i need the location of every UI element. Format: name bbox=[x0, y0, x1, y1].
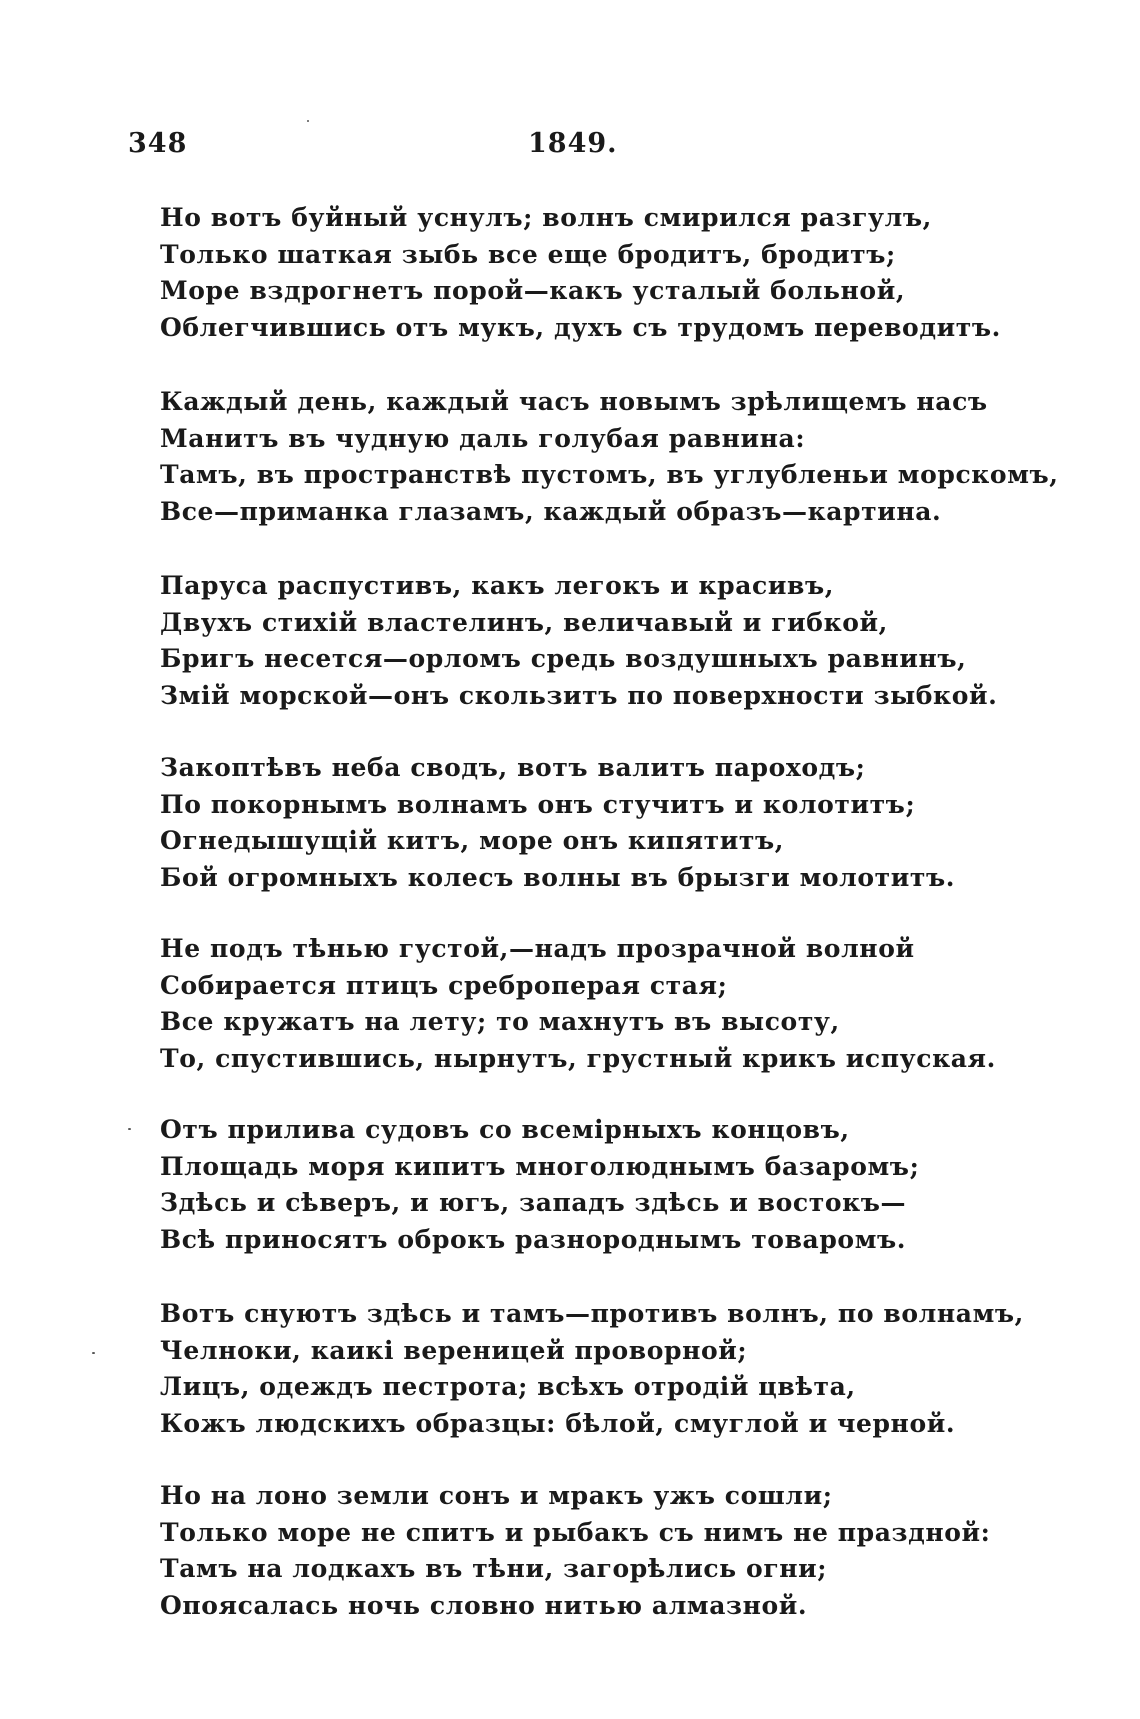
poem-line: Только шаткая зыбь все еще бродитъ, бродитъ; bbox=[160, 239, 896, 269]
running-head-year: 1849. bbox=[528, 128, 618, 159]
poem-line: Вотъ снуютъ здѣсь и тамъ—противъ волнъ, по волнамъ, bbox=[160, 1299, 1024, 1328]
page-number: 348 bbox=[128, 128, 188, 159]
ink-speck bbox=[92, 1352, 95, 1354]
poem-line: Всѣ приносятъ оброкъ разнороднымъ товаромъ. bbox=[160, 1224, 907, 1254]
poem-line: Море вздрогнетъ порой—какъ усталый больной, bbox=[160, 276, 906, 305]
stanza bbox=[160, 568, 997, 714]
poem-line: Огнедышущій китъ, море онъ кипятитъ, bbox=[160, 826, 785, 855]
stanza bbox=[160, 750, 955, 896]
poem-line: Тамъ на лодкахъ въ тѣни, загорѣлись огни; bbox=[160, 1554, 828, 1583]
poem-line: По покорнымъ волнамъ онъ стучитъ и колотитъ; bbox=[160, 789, 916, 819]
stanza bbox=[160, 1478, 991, 1624]
poem-line: Но на лоно земли сонъ и мракъ ужъ сошли; bbox=[160, 1481, 833, 1510]
poem-line: Собирается птицъ среброперая стая; bbox=[160, 970, 728, 1000]
page-header bbox=[128, 128, 618, 168]
poem-line: Облегчившись отъ мукъ, духъ съ трудомъ переводитъ. bbox=[160, 312, 1001, 342]
poem-line: Закоптѣвъ неба сводъ, вотъ валитъ пароходъ; bbox=[160, 753, 866, 782]
stanza bbox=[160, 384, 1059, 530]
poem-line: Двухъ стихій властелинъ, величавый и гибкой, bbox=[160, 607, 888, 637]
stanza bbox=[160, 1296, 1024, 1442]
poem-line: Но вотъ буйный уснулъ; волнъ смирился разгулъ, bbox=[160, 203, 932, 232]
poem-line: Тамъ, въ пространствѣ пустомъ, въ углубленьи морскомъ, bbox=[160, 460, 1059, 489]
poem-line: Змій морской—онъ скользитъ по поверхности зыбкой. bbox=[160, 680, 998, 710]
stanza bbox=[160, 200, 1001, 346]
poem-line: Кожъ людскихъ образцы: бѣлой, смуглой и черной. bbox=[160, 1408, 956, 1438]
poem-line: Не подъ тѣнью густой,—надъ прозрачной волной bbox=[160, 934, 915, 963]
poem-line: Опоясалась ночь словно нитью алмазной. bbox=[160, 1590, 808, 1620]
poem-line: Челноки, каикі вереницей проворной; bbox=[160, 1335, 748, 1365]
poem-line: Бой огромныхъ колесъ волны въ брызги молотитъ. bbox=[160, 862, 956, 892]
poem-line: Бригъ несется—орломъ средь воздушныхъ равнинъ, bbox=[160, 644, 967, 673]
poem-line: Все кружатъ на лету; то махнутъ въ высоту, bbox=[160, 1007, 840, 1036]
poem-line: Паруса распустивъ, какъ легокъ и красивъ, bbox=[160, 571, 835, 600]
poem-line: Здѣсь и сѣверъ, и югъ, западъ здѣсь и востокъ— bbox=[160, 1188, 907, 1217]
poem-line: Каждый день, каждый часъ новымъ зрѣлищемъ насъ bbox=[160, 387, 988, 416]
stanza bbox=[160, 931, 996, 1077]
ink-speck bbox=[307, 120, 309, 122]
poem-line: Отъ прилива судовъ со всемірныхъ концовъ, bbox=[160, 1115, 850, 1144]
poem-line: То, спустившись, нырнутъ, грустный крикъ испуская. bbox=[160, 1043, 996, 1073]
poem-line: Все—приманка глазамъ, каждый образъ—картина. bbox=[160, 496, 942, 526]
poem-line: Площадь моря кипитъ многолюднымъ базаромъ; bbox=[160, 1151, 920, 1181]
ink-speck bbox=[128, 1128, 131, 1130]
stanza bbox=[160, 1112, 919, 1258]
poem-line: Манитъ въ чудную даль голубая равнина: bbox=[160, 423, 806, 453]
poem-line: Только море не спитъ и рыбакъ съ нимъ не праздной: bbox=[160, 1517, 991, 1547]
poem-line: Лицъ, одеждъ пестрота; всѣхъ отродій цвѣта, bbox=[160, 1372, 856, 1401]
